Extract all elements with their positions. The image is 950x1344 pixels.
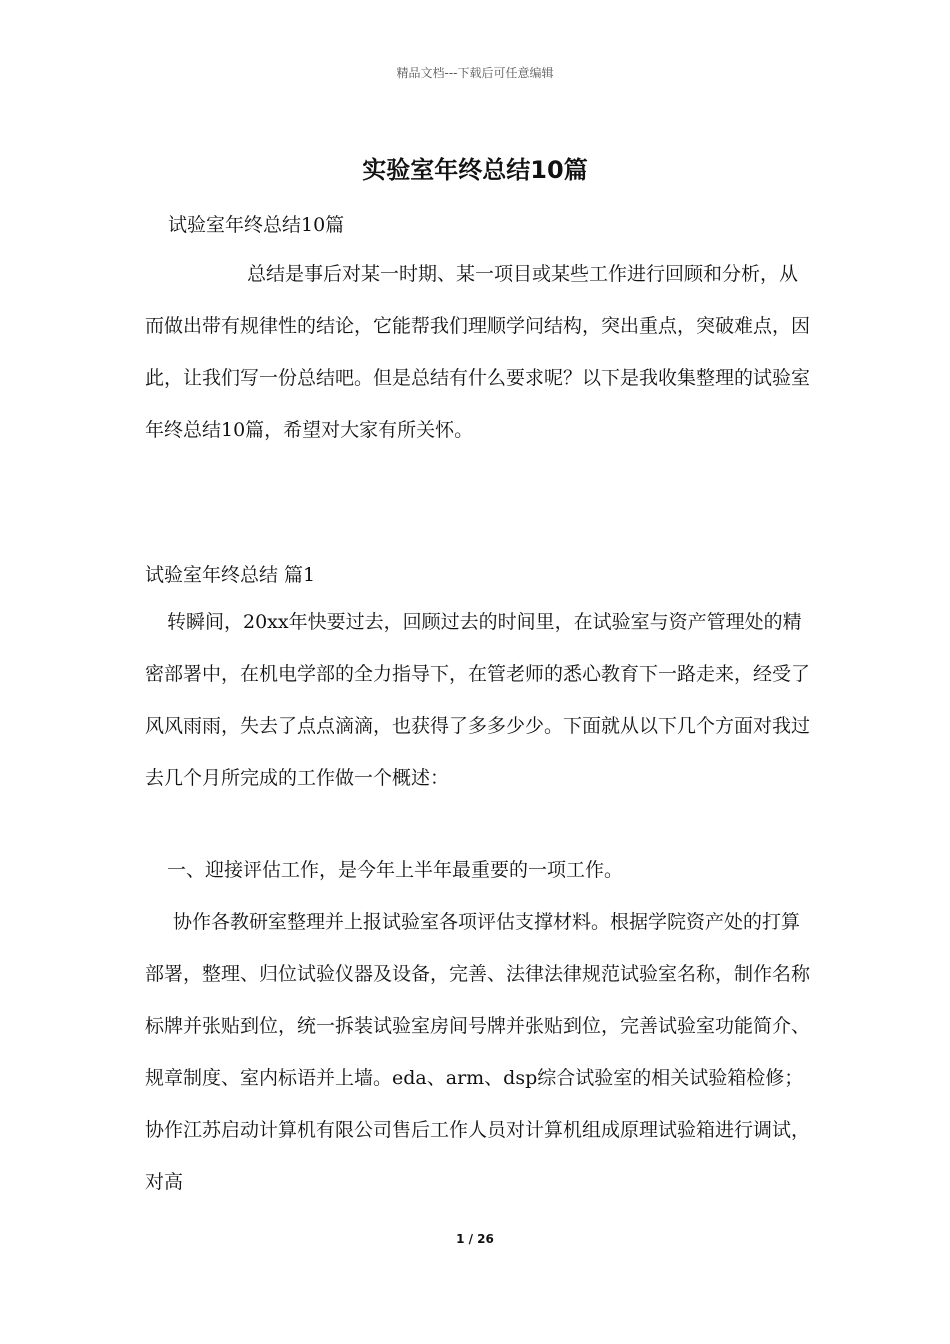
body-paragraph-1: 转瞬间，20xx年快要过去，回顾过去的时间里，在试验室与资产管理处的精密部署中，在机电学部的全力指导下，在管老师的悉心教育下一路走来，经受了风风雨雨，失去了点点滴滴，也获得了多多少少。下面就从以下几个方面对我过去几个月所完成的工作做一个概述：: [145, 611, 811, 789]
document-subtitle: 试验室年终总结10篇: [168, 214, 345, 236]
intro-paragraph: 总结是事后对某一时期、某一项目或某些工作进行回顾和分析，从而做出带有规律性的结论，它能帮我们理顺学问结构，突出重点，突破难点，因此，让我们写一份总结吧。但是总结有什么要求呢？以下是我收集整理的试验室年终总结10篇，希望对大家有所关怀。: [145, 263, 811, 441]
body-paragraph-3: 协作各教研室整理并上报试验室各项评估支撑材料。根据学院资产处的打算部署，整理、归位试验仪器及设备，完善、法律法律规范试验室名称，制作名称标牌并张贴到位，统一拆装试验室房间号牌并张贴到位，完善试验室功能简介、规章制度、室内标语并上墙。eda、arm、dsp综合试验室的相关试验箱检修；协作江苏启动计算机有限公司售后工作人员对计算机组成原理试验箱进行调试，对高: [145, 911, 811, 1193]
page-number: 1 / 26: [456, 1232, 494, 1246]
section-heading: 试验室年终总结 篇1: [145, 564, 316, 586]
body-paragraph-2: 一、迎接评估工作，是今年上半年最重要的一项工作。: [167, 859, 624, 881]
document-title: 实验室年终总结10篇: [362, 156, 588, 184]
page-header: 精品文档---下载后可任意编辑: [396, 66, 554, 80]
